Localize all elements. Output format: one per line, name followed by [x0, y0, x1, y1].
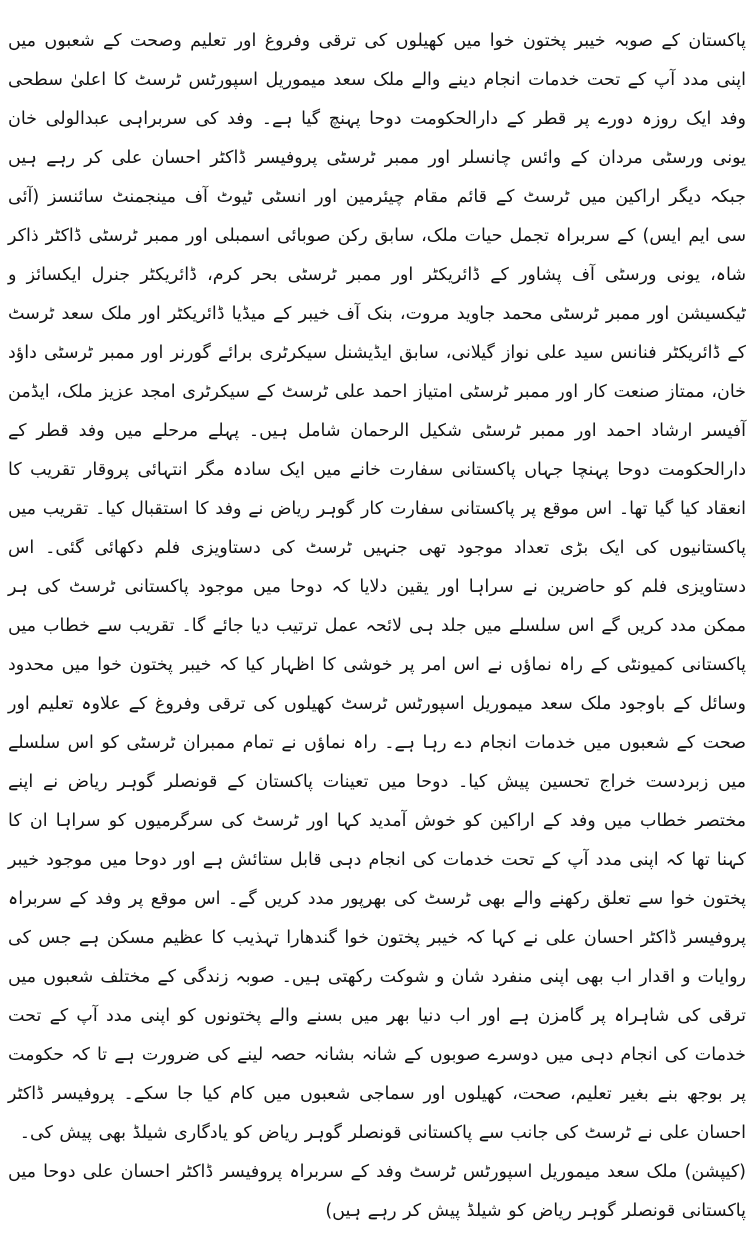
- news-body-paragraph: پاکستان کے صوبہ خیبر پختون خوا میں کھیلوں کی ترقی وفروغ اور تعلیم وصحت کے شعبوں میں اپنی مدد آپ کے تحت خدمات انجام دینے والے ملک سعد میموریل اسپورٹس ٹرسٹ کا اعلیٰ سطحی وفد ایک روزہ دورے پر قطر کے دارالحکومت دوحا پہنچ گیا ہے۔ وفد کی سربراہی عبدالولی خان یونی ورسٹی مردان کے وائس چانسلر اور ممبر ٹرسٹی پروفیسر ڈاکٹر احسان علی کر رہے ہیں جبکہ دیگر اراکین میں ٹرسٹ کے قائم مقام چیئرمین اور انسٹی ٹیوٹ آف مینجمنٹ سائنسز (آئی سی ایم ایس) کے سربراہ تجمل حیات ملک، سابق رکن صوبائی اسمبلی اور ممبر ٹرسٹی ڈاکٹر ذاکر شاہ، یونی ورسٹی آف پشاور کے ڈائریکٹر اور ممبر ٹرسٹی بحر کرم، ڈائریکٹر جنرل ایکسائز و ٹیکسیشن اور ممبر ٹرسٹی محمد جاوید مروت، بنک آف خیبر کے میڈیا ڈائریکٹر اور ملک سعد ٹرسٹ کے ڈائریکٹر فنانس سید علی نواز گیلانی، سابق ایڈیشنل سیکرٹری برائے گورنر اور ممبر ٹرسٹی داؤد خان، ممتاز صنعت کار اور ممبر ٹرسٹی امتیاز احمد علی ٹرسٹ کے سیکرٹری امجد عزیز ملک، ایڈمن آفیسر ارشاد احمد اور ممبر ٹرسٹی شکیل الرحمان شامل ہیں۔ پہلے مرحلے میں وفد قطر کے دارالحکومت دوحا پہنچا جہاں پاکستانی سفارت خانے میں ایک سادہ مگر انتہائی پروقار تقریب کا انعقاد کیا گیا تھا۔ اس موقع پر پاکستانی سفارت کار گوہر ریاض نے وفد کا استقبال کیا۔ تقریب میں پاکستانیوں کی ایک بڑی تعداد موجود تھی جنہیں ٹرسٹ کی دستاویزی فلم دکھائی گئی۔ اس دستاویزی فلم کو حاضرین نے سراہا اور یقین دلایا کہ دوحا میں موجود پاکستانی ٹرسٹ کی ہر ممکن مدد کریں گے اس سلسلے میں جلد ہی لائحہ عمل ترتیب دیا جائے گا۔ تقریب سے خطاب میں پاکستانی کمیونٹی کے راہ نماؤں نے اس امر پر خوشی کا اظہار کیا کہ خیبر پختون خوا میں محدود وسائل کے باوجود ملک سعد میموریل اسپورٹس ٹرسٹ کھیلوں کی ترقی وفروغ کے علاوہ تعلیم اور صحت کے شعبوں میں خدمات انجام دے رہا ہے۔ راہ نماؤں نے تمام ممبران ٹرسٹی کو اس سلسلے میں زبردست خراج تحسین پیش کیا۔ دوحا میں تعینات پاکستان کے قونصلر گوہر ریاض نے اپنے مختصر خطاب میں وفد کے اراکین کو خوش آمدید کہا اور ٹرسٹ کی سرگرمیوں کو سراہا ان کا کہنا تھا کہ اپنی مدد آپ کے تحت خدمات کی انجام دہی قابل ستائش ہے اور دوحا میں موجود خیبر پختون خوا سے تعلق رکھنے والے بھی ٹرسٹ کی بھرپور مدد کریں گے۔ اس موقع پر وفد کے سربراہ پروفیسر ڈاکٹر احسان علی نے کہا کہ خیبر پختون خوا گندھارا تہذیب کا عظیم مسکن ہے جس کی روایات و اقدار اب بھی اپنی منفرد شان و شوکت رکھتی ہیں۔ صوبہ زندگی کے مختلف شعبوں میں ترقی کی شاہراہ پر گامزن ہے اور اب دنیا بھر میں بسنے والے پختونوں کو اپنی مدد آپ کے تحت خدمات کی انجام دہی میں دوسرے صوبوں کے شانہ بشانہ حصہ لینے کی ضرورت ہے تا کہ حکومت پر بوجھ بنے بغیر تعلیم، صحت، کھیلوں اور سماجی شعبوں میں کام کیا جا سکے۔ پروفیسر ڈاکٹر احسان علی نے ٹرسٹ کی جانب سے پاکستانی قونصلر گوہر ریاض کو یادگاری شیلڈ بھی پیش کی۔: [8, 31, 746, 1143]
- photo-caption-paragraph: (کیپشن) ملک سعد میموریل اسپورٹس ٹرسٹ وفد کے سربراہ پروفیسر ڈاکٹر احسان علی دوحا میں پاکستانی قونصلر گوہر ریاض کو شیلڈ پیش کر رہے ہیں): [8, 1162, 746, 1221]
